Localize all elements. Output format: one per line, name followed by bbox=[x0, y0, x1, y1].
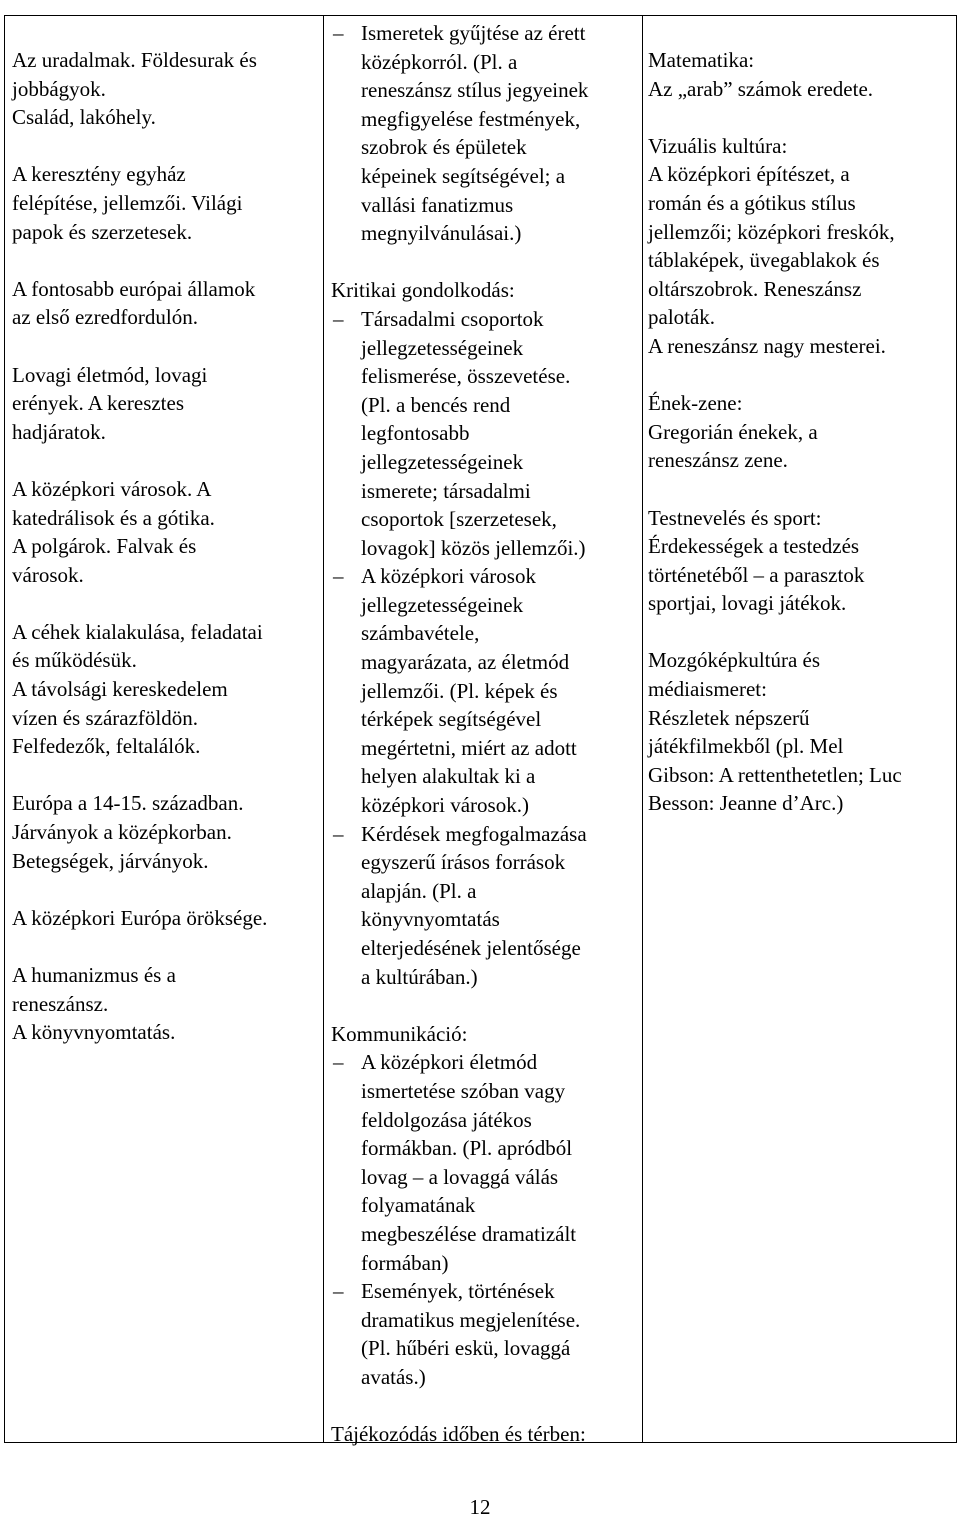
topic-line: és működésük. bbox=[12, 648, 137, 673]
topic-line: A céhek kialakulása, feladatai bbox=[12, 619, 263, 644]
list-item-line: (Pl. hűbéri eskü, lovaggá bbox=[361, 1336, 571, 1361]
list-item-line: alapján. (Pl. a bbox=[361, 878, 477, 903]
topic-line: A középkori városok. A bbox=[12, 476, 212, 501]
list-item-line: felismerése, összevetése. bbox=[361, 364, 571, 389]
connection-line: táblaképek, üvegablakok és bbox=[648, 248, 880, 273]
list-item-line: – Események, történések bbox=[361, 1279, 555, 1304]
list-item-line: avatás.) bbox=[361, 1364, 426, 1389]
topic-line: Lovagi életmód, lovagi bbox=[12, 362, 208, 387]
topic-line: Betegségek, járványok. bbox=[12, 848, 209, 873]
connection-line: Besson: Jeanne d’Arc.) bbox=[648, 791, 844, 816]
connection-line: Matematika: bbox=[648, 48, 755, 72]
kritikai-heading: Kritikai gondolkodás: bbox=[331, 278, 515, 303]
list-item-line: könyvnyomtatás bbox=[361, 907, 500, 932]
spacer bbox=[12, 132, 318, 161]
spacer bbox=[12, 875, 318, 904]
connection-line: Részletek népszerű bbox=[648, 705, 810, 730]
spacer bbox=[12, 932, 318, 961]
connection-line: Vizuális kultúra: bbox=[648, 133, 788, 158]
connection-line: A reneszánsz nagy mesterei. bbox=[648, 333, 886, 358]
topic-line: A fontosabb európai államok bbox=[12, 276, 256, 301]
connection-line: sportjai, lovagi játékok. bbox=[648, 591, 847, 616]
connection-line: Testnevelés és sport: bbox=[648, 505, 822, 530]
topic-line: papok és szerzetesek. bbox=[12, 219, 193, 244]
list-item-line: legfontosabb bbox=[361, 421, 470, 446]
topic-line: jobbágyok. bbox=[12, 76, 106, 101]
topic-line: Felfedezők, feltalálók. bbox=[12, 734, 201, 759]
topic-line: városok. bbox=[12, 562, 84, 587]
list-item-line: jellemzői. (Pl. képek és bbox=[361, 678, 558, 703]
list-item-line: magyarázata, az életmód bbox=[361, 650, 570, 675]
list-item-line: – Kérdések megfogalmazása bbox=[361, 821, 587, 846]
connection-line: Érdekességek a testedzés bbox=[648, 534, 860, 559]
intro-list bbox=[331, 19, 636, 248]
topic-line: A távolsági kereskedelem bbox=[12, 677, 228, 702]
list-item-line: megfigyelése festmények, bbox=[361, 106, 581, 131]
spacer bbox=[12, 761, 318, 790]
kommunikacio-list bbox=[331, 1048, 636, 1391]
topic-line: katedrálisok és a gótika. bbox=[12, 505, 215, 530]
list-item-line: számbavétele, bbox=[361, 621, 480, 646]
list-item-line: ismertetése szóban vagy bbox=[361, 1078, 566, 1103]
list-item-line: megnyilvánulásai.) bbox=[361, 221, 522, 246]
connection-line: történetéből – a parasztok bbox=[648, 562, 865, 587]
connection-line: oltárszobrok. Reneszánsz bbox=[648, 276, 862, 301]
spacer bbox=[648, 103, 954, 132]
skills-column bbox=[331, 19, 636, 1449]
list-item-line: középkorról. (Pl. a bbox=[361, 49, 518, 74]
topic-line: vízen és szárazföldön. bbox=[12, 705, 198, 730]
list-item-line: megbeszélése dramatizált bbox=[361, 1221, 577, 1246]
connection-line: Gibson: A rettenthetetlen; Luc bbox=[648, 762, 902, 787]
list-item-line: szobrok és épületek bbox=[361, 135, 527, 160]
dash-list-item bbox=[331, 19, 636, 248]
list-item-line: helyen alakultak ki a bbox=[361, 764, 536, 789]
connection-line: román és a gótikus stílus bbox=[648, 190, 856, 215]
list-item-line: vallási fanatizmus bbox=[361, 192, 514, 217]
topic-line: felépítése, jellemzői. Világi bbox=[12, 190, 243, 215]
topic-line: A középkori Európa öröksége. bbox=[12, 905, 268, 930]
connection-line: reneszánsz zene. bbox=[648, 448, 788, 473]
dash-list-item bbox=[331, 1048, 636, 1277]
list-item-line: jellegzetességeinek bbox=[361, 449, 524, 474]
list-item-line: formákban. (Pl. apródból bbox=[361, 1136, 573, 1161]
list-item-line: lovagok] közös jellemzői.) bbox=[361, 535, 586, 560]
spacer bbox=[12, 246, 318, 275]
dash-list-item bbox=[331, 305, 636, 562]
list-item-line: középkori városok.) bbox=[361, 793, 529, 818]
kommunikacio-heading: Kommunikáció: bbox=[331, 1021, 468, 1046]
list-item-line: – A középkori életmód bbox=[361, 1050, 538, 1075]
page-number: 12 bbox=[469, 1495, 491, 1519]
list-item-line: megértetni, miért az adott bbox=[361, 735, 577, 760]
spacer bbox=[648, 618, 954, 647]
tajekozodas-heading: Tájékozódás időben és térben: bbox=[331, 1422, 586, 1447]
list-item-line: dramatikus megjelenítése. bbox=[361, 1307, 581, 1332]
list-item-line: jellegzetességeinek bbox=[361, 335, 524, 360]
topic-line: erények. A keresztes bbox=[12, 391, 185, 416]
connection-line: Mozgóképkultúra és bbox=[648, 648, 821, 673]
connection-line: Az „arab” számok eredete. bbox=[648, 76, 874, 101]
list-item-line: feldolgozása játékos bbox=[361, 1107, 532, 1132]
list-item-line: térképek segítségével bbox=[361, 707, 542, 732]
spacer bbox=[12, 332, 318, 361]
column-divider-2 bbox=[642, 16, 643, 1442]
connection-line: paloták. bbox=[648, 305, 716, 330]
topic-line: Az uradalmak. Földesurak és bbox=[12, 48, 257, 72]
topic-line: hadjáratok. bbox=[12, 419, 106, 444]
topic-line: reneszánsz. bbox=[12, 991, 109, 1016]
list-item-line: – A középkori városok bbox=[361, 564, 536, 589]
list-item-line: – Ismeretek gyűjtése az érett bbox=[361, 21, 586, 45]
dash-list-item bbox=[331, 820, 636, 992]
list-item-line: formában) bbox=[361, 1250, 449, 1275]
list-item-line: csoportok [szerzetesek, bbox=[361, 507, 557, 532]
connection-line: A középkori építészet, a bbox=[648, 162, 850, 187]
list-item-line: folyamatának bbox=[361, 1193, 476, 1218]
curriculum-table bbox=[4, 15, 957, 1447]
list-item-line: lovag – a lovaggá válás bbox=[361, 1164, 559, 1189]
spacer bbox=[12, 446, 318, 475]
kritikai-list bbox=[331, 305, 636, 991]
connection-line: Gregorián énekek, a bbox=[648, 419, 818, 444]
topic-line: Járványok a középkorban. bbox=[12, 820, 232, 845]
connection-line: játékfilmekből (pl. Mel bbox=[648, 734, 844, 759]
list-item-line: jellegzetességeinek bbox=[361, 592, 524, 617]
topic-line: Európa a 14-15. században. bbox=[12, 791, 244, 816]
topic-line: Család, lakóhely. bbox=[12, 105, 156, 130]
connection-line: jellemzői; középkori freskók, bbox=[648, 219, 895, 244]
list-item-line: a kultúrában.) bbox=[361, 964, 478, 989]
connections-column bbox=[648, 46, 954, 818]
list-item-line: elterjedésének jelentősége bbox=[361, 936, 581, 960]
spacer bbox=[12, 589, 318, 618]
dash-list-item bbox=[331, 1277, 636, 1391]
list-item-line: képeinek segítségével; a bbox=[361, 163, 566, 188]
connection-line: médiaismeret: bbox=[648, 677, 767, 702]
list-item-line: ismerete; társadalmi bbox=[361, 478, 531, 503]
list-item-line: egyszerű írásos források bbox=[361, 850, 566, 875]
list-item-line: reneszánsz stílus jegyeinek bbox=[361, 78, 589, 103]
connection-line: Ének-zene: bbox=[648, 391, 743, 416]
list-item-line: – Társadalmi csoportok bbox=[361, 306, 544, 331]
list-item-line: (Pl. a bencés rend bbox=[361, 392, 511, 417]
spacer bbox=[648, 361, 954, 390]
dash-list-item bbox=[331, 562, 636, 819]
column-divider-1 bbox=[323, 16, 324, 1442]
topic-line: A humanizmus és a bbox=[12, 963, 176, 987]
topics-column bbox=[12, 46, 318, 1047]
spacer bbox=[648, 475, 954, 504]
topic-line: A keresztény egyház bbox=[12, 162, 186, 187]
topic-line: A polgárok. Falvak és bbox=[12, 534, 197, 559]
topic-line: A könyvnyomtatás. bbox=[12, 1020, 176, 1045]
topic-line: az első ezredfordulón. bbox=[12, 305, 198, 330]
